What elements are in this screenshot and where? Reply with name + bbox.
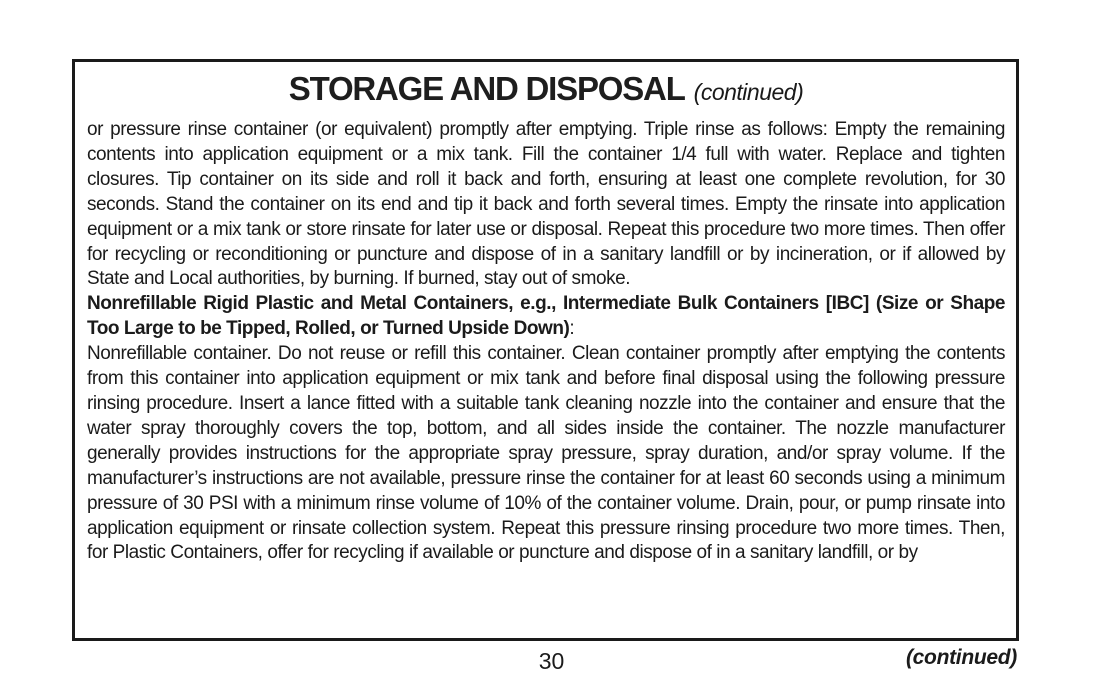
- panel-title-continued-label: (continued): [693, 79, 804, 105]
- subheading-colon: :: [569, 318, 575, 340]
- page-number: 30: [538, 648, 565, 674]
- panel-title: STORAGE AND DISPOSAL: [288, 70, 685, 107]
- body-paragraph-triple-rinse: or pressure rinse container (or equivalent) promptly after emptying. Triple rinse as follows: Empty the remaining contents into application equipment or a mix tank. Fill the container 1/4 full with water. Replace and tighten closures. Tip container on its side and roll it back and forth, ensuring at least one complete revolution, for 30 seconds. Stand the container on its end and tip it back and forth several times. Empty the rinsate into application equipment or a mix tank or store rinsate for later use or disposal. Repeat this procedure two more times. Then offer for recycling or reconditioning or puncture and dispose of in a sanitary landfill or by incineration, or if allowed by State and Local authorities, by burning. If burned, stay out of smoke.: [87, 119, 1005, 290]
- storage-and-disposal-panel: [72, 59, 1019, 641]
- footer-continued-note: (continued): [905, 646, 1017, 669]
- body-paragraph-pressure-rinse: Nonrefillable container. Do not reuse or refill this container. Clean container promptly after emptying the contents from this container into application equipment or mix tank and before final disposal using the following pressure rinsing procedure. Insert a lance fitted with a suitable tank cleaning nozzle into the container and ensure that the water spray thoroughly covers the top, bottom, and all sides inside the container. The nozzle manufacturer generally provides instructions for the appropriate spray pressure, spray duration, and/or spray volume. If the manufacturer’s instructions are not available, pressure rinse the container for at least 60 seconds using a minimum pressure of 30 PSI with a minimum rinse volume of 10% of the container volume. Drain, pour, or pump rinsate into application equipment or rinsate collection system. Repeat this pressure rinsing procedure two more times. Then, for Plastic Containers, offer for recycling if available or puncture and dispose of in a sanitary landfill, or by: [87, 343, 1005, 564]
- panel-body: [87, 118, 1005, 566]
- subheading-nonrefillable-ibc: [87, 292, 1005, 342]
- subheading-bold-text: Nonrefillable Rigid Plastic and Metal Containers, e.g., Intermediate Bulk Containers [IBC] (Size or Shape Too Large to be Tipped, Rolled, or Turned Upside Down): [87, 293, 1005, 340]
- panel-title-row: [87, 70, 1005, 108]
